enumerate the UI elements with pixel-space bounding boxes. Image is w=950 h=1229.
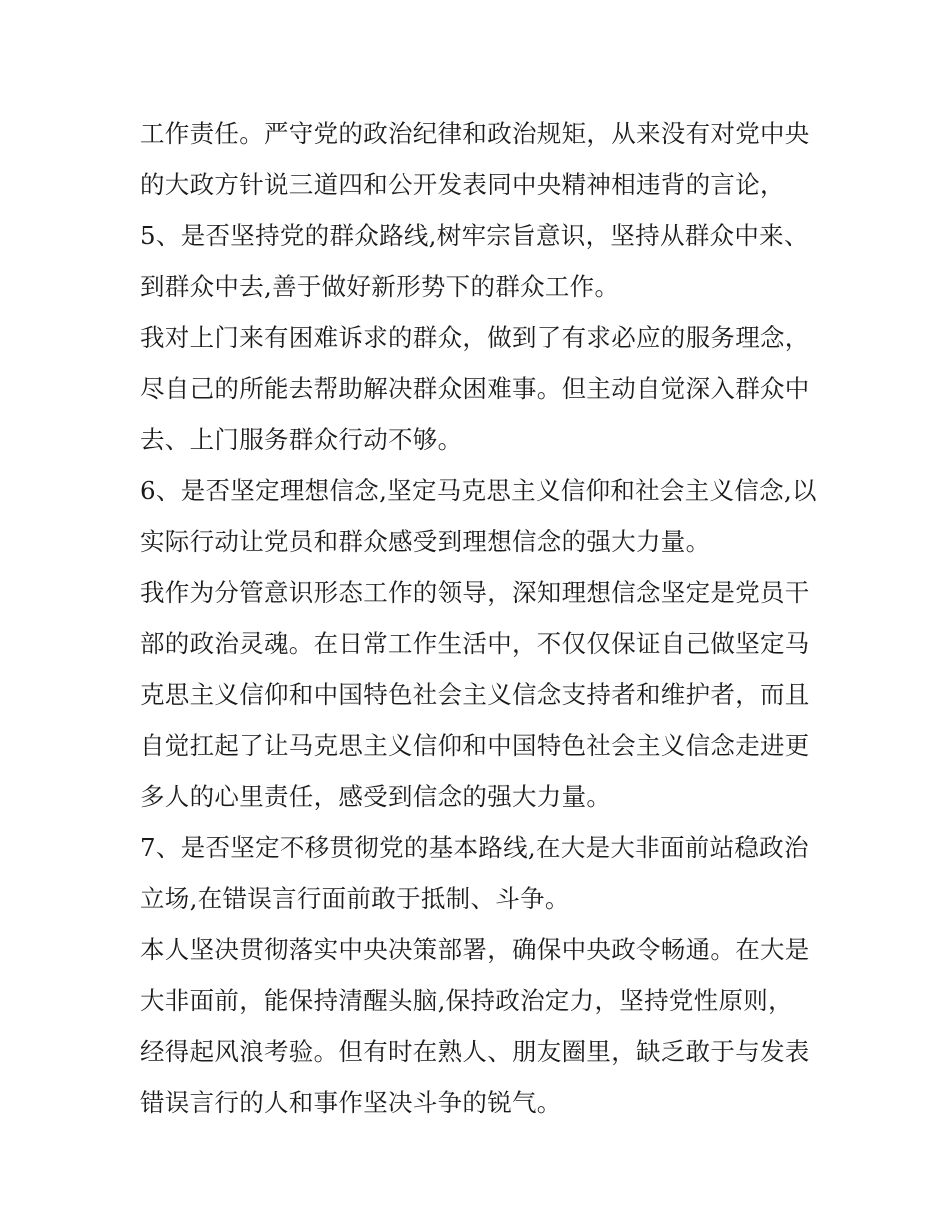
text-line: 到群众中去,善于做好新形势下的群众工作。 [140,272,620,301]
text-line: 自觉扛起了让马克思主义信仰和中国特色社会主义信念走进更 [140,731,810,760]
text-line: 去、上门服务群众行动不够。 [140,425,463,454]
question-heading-7: 7、是否坚定不移贯彻党的基本路线,在大是大非面前站稳政治 [140,833,809,862]
text-line: 立场,在错误言行面前敢于抵制、斗争。 [140,884,570,913]
text-line: 本人坚决贯彻落实中央决策部署，确保中央政令畅通。在大是 [140,935,810,964]
text-line: 部的政治灵魂。在日常工作生活中，不仅仅保证自己做坚定马 [140,629,810,658]
document-body [140,108,820,1128]
text-line: 尽自己的所能去帮助解决群众困难事。但主动自觉深入群众中 [140,374,810,403]
text-line: 多人的心里责任，感受到信念的强大力量。 [140,782,612,811]
text-line: 大非面前，能保持清醒头脑,保持政治定力，坚持党性原则， [140,986,793,1015]
question-heading-6: 6、是否坚定理想信念,坚定马克思主义信仰和社会主义信念,以 [140,476,817,505]
question-heading-5: 5、是否坚持党的群众路线,树牢宗旨意识，坚持从群众中来、 [140,221,809,250]
text-line: 工作责任。严守党的政治纪律和政治规矩，从来没有对党中央 [140,119,810,148]
text-line: 我作为分管意识形态工作的领导，深知理想信念坚定是党员干 [140,578,810,607]
text-line: 实际行动让党员和群众感受到理想信念的强大力量。 [140,527,711,556]
text-line: 克思主义信仰和中国特色社会主义信念支持者和维护者，而且 [140,680,810,709]
text-line: 经得起风浪考验。但有时在熟人、朋友圈里，缺乏敢于与发表 [140,1037,810,1066]
text-line: 的大政方针说三道四和公开发表同中央精神相违背的言论， [140,170,785,199]
text-line: 我对上门来有困难诉求的群众，做到了有求必应的服务理念， [140,323,810,352]
text-line: 错误言行的人和事作坚决斗争的锐气。 [140,1088,562,1117]
